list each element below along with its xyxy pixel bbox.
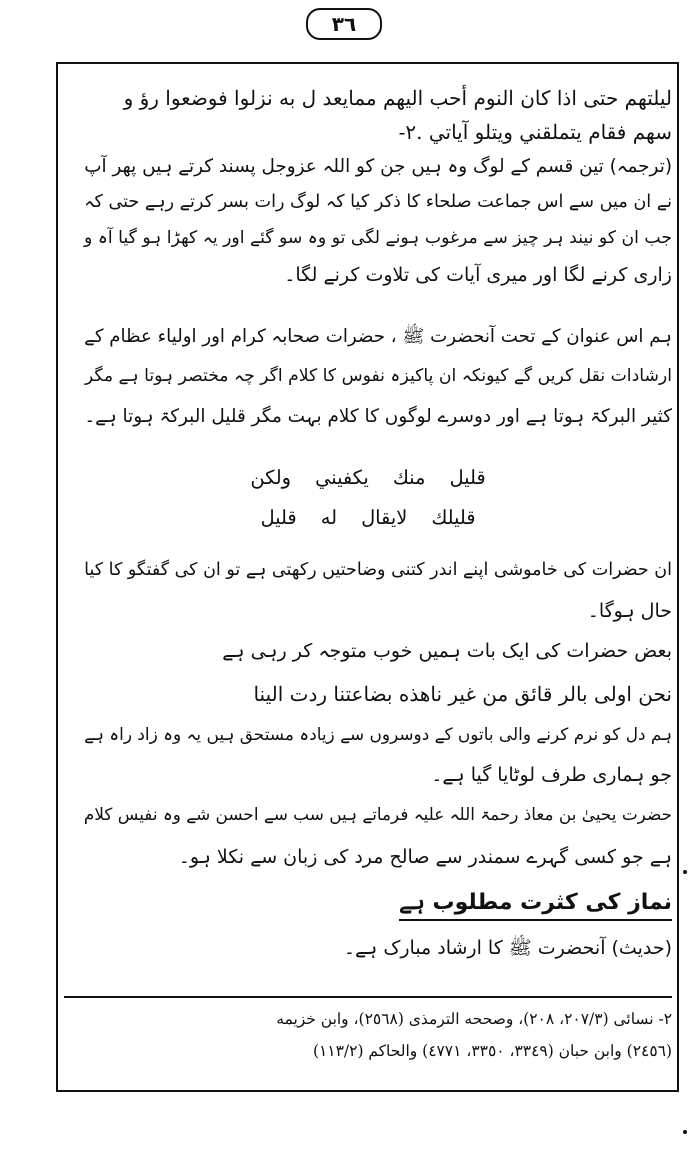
paragraph-line: حال ہوگا۔ <box>587 600 672 622</box>
paragraph-line: ہے جو کسی گہرے سمندر سے صالح مرد کی زبان سے نکلا ہو۔ <box>178 846 672 868</box>
paragraph-line: ان حضرات کی خاموشی اپنے اندر کتنی وضاحتیں رکھتی ہے تو ان کی گفتگو کا کیا <box>84 560 672 580</box>
translation-line: زاری کرنے لگا اور میری آیات کی تلاوت کرنے لگا۔ <box>284 264 672 286</box>
translation-line: (ترجمہ) تین قسم کے لوگ وہ ہیں جن کو اللہ عزوجل پسند کرتے ہیں پھر آپ <box>84 156 672 177</box>
arabic-line: ليلتهم حتى اذا كان النوم أحب اليهم ممايعد ل به نزلوا فوضعوا رؤ و <box>123 86 672 110</box>
margin-dot <box>683 870 687 874</box>
page-number: ۳٦ <box>306 8 382 40</box>
paragraph-line: ارشادات نقل کریں گے کیونکہ ان پاکیزہ نفوس کا کلام اگر چہ مختصر ہوتا ہے مگر <box>84 366 672 386</box>
arabic-line: سهم فقام يتملقني ويتلو آياتي .٢- <box>398 120 672 144</box>
margin-dot <box>683 1130 687 1134</box>
main-text <box>64 78 672 978</box>
verse-line: قليل منك يكفيني ولكن <box>250 466 486 489</box>
hadith-intro: (حدیث) آنحضرت ﷺ کا ارشاد مبارک ہے۔ <box>343 937 672 959</box>
paragraph-line: بعض حضرات کی ایک بات ہمیں خوب متوجہ کر رہی ہے <box>222 640 672 662</box>
paragraph-line: ہم دل کو نرم کرنے والی باتوں کے دوسروں سے زیادہ مستحق ہیں یہ وہ زاد راہ ہے <box>84 724 672 744</box>
footnote-divider <box>64 996 672 998</box>
arabic-line: نحن اولى بالر قائق من غير ناهذه بضاعتنا ردت الينا <box>253 682 672 706</box>
translation-line: جب ان کو نیند ہر چیز سے مرغوب ہونے لگی تو وہ سو گئے اور یہ کھڑا ہو گیا آہ و <box>84 228 672 248</box>
paragraph-line: کثیر البرکۃ ہوتا ہے اور دوسرے لوگوں کا کلام بہت مگر قلیل البرکۃ ہوتا ہے۔ <box>84 406 672 427</box>
paragraph-line: حضرت یحییٰ بن معاذ رحمۃ اللہ علیہ فرماتے ہیں سب سے احسن شے وہ نفیس کلام <box>83 804 672 824</box>
paragraph-line: ہم اس عنوان کے تحت آنحضرت ﷺ ، حضرات صحابہ کرام اور اولیاء عظام کے <box>84 326 672 347</box>
paragraph-line: جو ہماری طرف لوٹایا گیا ہے۔ <box>431 764 672 786</box>
section-heading: نماز کی کثرت مطلوب ہے <box>399 890 672 921</box>
translation-line: نے ان میں سے اس جماعت صلحاء کا ذکر کیا کہ لوگ رات بسر کرتے رہے حتی کہ <box>84 192 672 212</box>
footnote-line: (٢٤٥٦) وابن حبان (٣٣٤٩، ٣٣٥٠، ٤٧٧١) والحاكم (١١٣/٢) <box>312 1042 672 1060</box>
footnote-line: ٢- نسائى (٢٠٧/٣، ٢٠٨)، وصححه الترمذى (٢٥٦٨)، وابن خزيمه <box>276 1010 672 1028</box>
verse-line: قليلك لايقال له قليل <box>260 506 476 529</box>
